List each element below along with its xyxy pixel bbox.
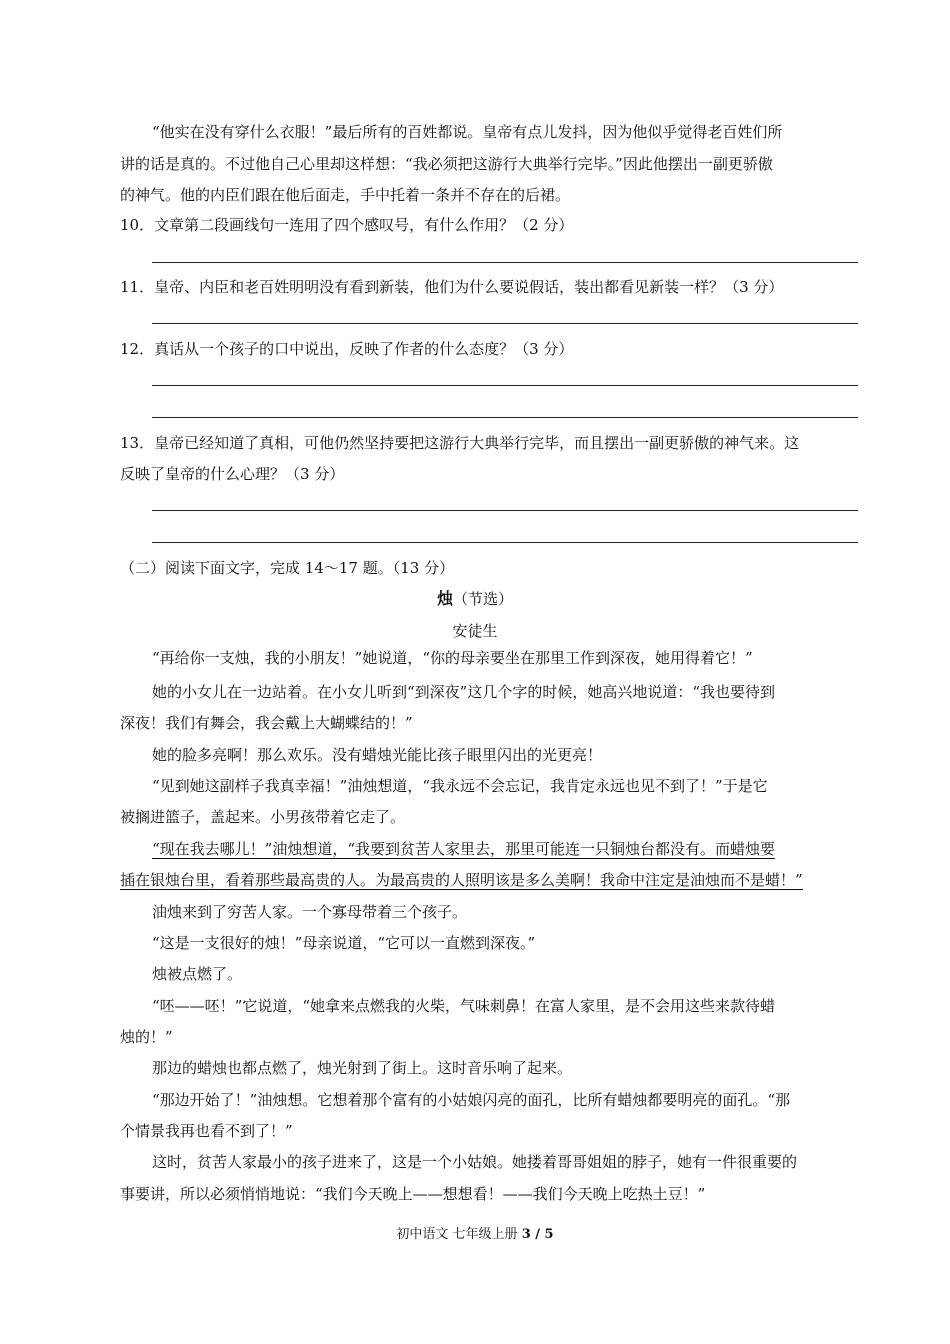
- author: 安徒生: [452, 622, 498, 640]
- underlined-sentence: [152, 839, 865, 859]
- passage-line: 深夜！我们有舞会，我会戴上大蝴蝶结的！”: [120, 714, 413, 732]
- underlined-text: “现在我去哪儿！”油烛想道，“我要到贫苦人家里去，那里可能连一只铜烛台都没有。而蜡烛要: [152, 840, 776, 858]
- passage-line: “见到她这副样子我真幸福！”油烛想道，“我永远不会忘记，我肯定永远也见不到了！”于是它: [152, 777, 768, 795]
- passage-line: “呸——呸！”它说道，“她拿来点燃我的火柴，气味刺鼻！在富人家里，是不会用这些来款待蜡: [152, 997, 776, 1015]
- question-10: 10．文章第二段画线句一连用了四个感叹号，有什么作用？（2 分）: [120, 216, 574, 234]
- answer-line[interactable]: [152, 417, 858, 418]
- passage-line: 讲的话是真的。不过他自己心里却这样想：“我必须把这游行大典举行完毕。”因此他摆出一副更骄傲: [120, 155, 773, 173]
- passage-line: 烛的！”: [120, 1028, 173, 1046]
- passage-line: 个情景我再也看不到了！”: [120, 1122, 293, 1140]
- passage-line: “他实在没有穿什么衣服！”最后所有的百姓都说。皇帝有点儿发抖，因为他似乎觉得老百姓们所: [152, 123, 783, 141]
- page-footer: [0, 1226, 950, 1244]
- passage-line: 这时，贫苦人家最小的孩子进来了，这是一个小姑娘。她搂着哥哥姐姐的脖子，她有一件很重要的: [152, 1153, 798, 1171]
- passage-line: 她的小女儿在一边站着。在小女儿听到“到深夜”这几个字的时候，她高兴地说道：“我也要待到: [152, 683, 776, 701]
- answer-line[interactable]: [152, 542, 858, 543]
- question-13-cont: 反映了皇帝的什么心理？（3 分）: [120, 465, 345, 483]
- passage-line: 的神气。他的内臣们跟在他后面走，手中托着一条并不存在的后裙。: [120, 186, 571, 204]
- question-11: 11．皇帝、内臣和老百姓明明没有看到新装，他们为什么要说假话，装出都看见新装一样？（3 分）: [120, 278, 784, 296]
- passage-line: “这是一支很好的烛！”母亲说道，“它可以一直燃到深夜。”: [152, 934, 536, 952]
- page-number: 3 / 5: [521, 1227, 554, 1242]
- question-13: 13．皇帝已经知道了真相，可他仍然坚持要把这游行大典举行完毕，而且摆出一副更骄傲的神气来。这: [120, 434, 800, 452]
- passage-line: “再给你一支烛，我的小朋友！”她说道，“你的母亲要坐在那里工作到深夜，她用得着它！”: [152, 649, 753, 667]
- section-heading: （二）阅读下面文字，完成 14～17 题。（13 分）: [120, 559, 455, 577]
- passage-line: 烛被点燃了。: [152, 965, 243, 983]
- passage-line: 油烛来到了穷苦人家。一个寡母带着三个孩子。: [152, 903, 468, 921]
- underlined-sentence-cont: [120, 870, 865, 890]
- answer-line[interactable]: [152, 262, 858, 263]
- title-text: 烛: [436, 589, 453, 608]
- title-note: （节选）: [453, 590, 514, 608]
- answer-line[interactable]: [152, 323, 858, 324]
- footer-label: 初中语文 七年级上册: [396, 1227, 522, 1242]
- passage-line: “那边开始了！”油烛想。它想着那个富有的小姑娘闪亮的面孔，比所有蜡烛都要明亮的面孔。“那: [152, 1091, 791, 1109]
- passage-title: [0, 589, 950, 609]
- passage-line: 事要讲，所以必须悄悄地说：“我们今天晚上——想想看！——我们今天晚上吃热土豆！”: [120, 1185, 706, 1203]
- answer-line[interactable]: [152, 510, 858, 511]
- passage-line: 她的脸多亮啊！那么欢乐。没有蜡烛光能比孩子眼里闪出的光更亮！: [152, 746, 603, 764]
- underlined-text: 插在银烛台里，看着那些最高贵的人。为最高贵的人照明该是多么美啊！我命中注定是油烛而不是蜡！”: [120, 871, 803, 889]
- passage-line: 被搁进篮子，盖起来。小男孩带着它走了。: [120, 808, 406, 826]
- question-12: 12．真话从一个孩子的口中说出，反映了作者的什么态度？（3 分）: [120, 340, 574, 358]
- answer-line[interactable]: [152, 385, 858, 386]
- passage-line: 那边的蜡烛也都点燃了，烛光射到了街上。这时音乐响了起来。: [152, 1059, 573, 1077]
